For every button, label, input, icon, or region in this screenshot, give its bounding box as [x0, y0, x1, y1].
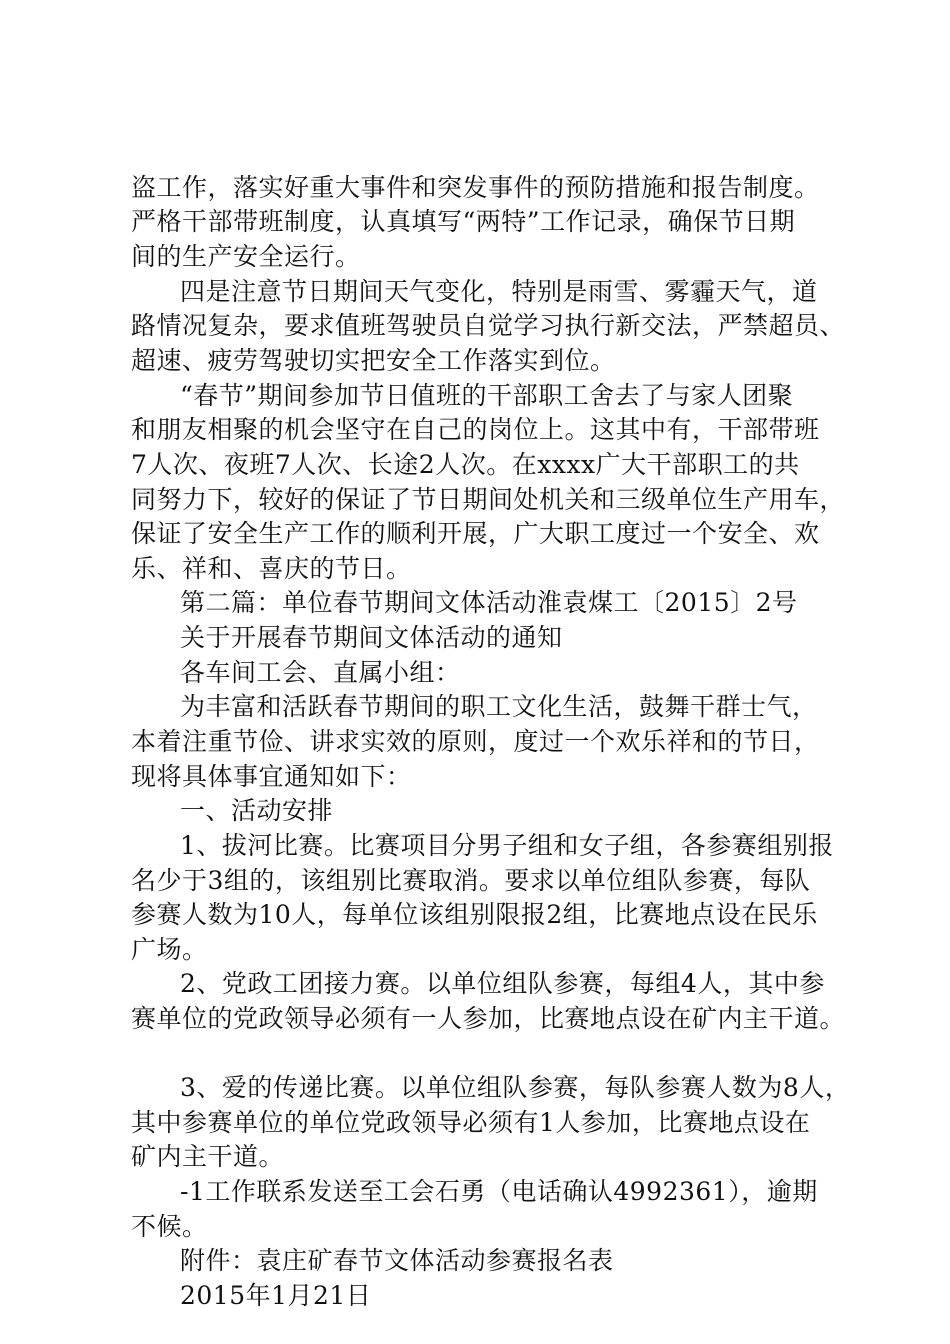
text-line: 其中参赛单位的单位党政领导必须有1人参加，比赛地点设在: [131, 1108, 811, 1137]
date-line: 2015年1月21日: [180, 1281, 372, 1310]
text-line: 名少于3组的，该组别比赛取消。要求以单位组队参赛，每队: [131, 866, 811, 895]
text-line: 本着注重节俭、讲求实效的原则，度过一个欢乐祥和的节日，: [131, 727, 820, 756]
subsection-heading: 一、活动安排: [180, 796, 334, 825]
text-line: 超速、疲劳驾驶切实把安全工作落实到位。: [131, 346, 616, 375]
text-line: 3、爱的传递比赛。以单位组队参赛，每队参赛人数为8人，: [180, 1073, 851, 1102]
text-line: 同努力下，较好的保证了节日期间处机关和三级单位生产用车，: [131, 485, 846, 514]
notice-title: 关于开展春节期间文体活动的通知: [180, 623, 563, 652]
text-line: 盗工作，落实好重大事件和突发事件的预防措施和报告制度。: [131, 173, 820, 202]
text-line: 矿内主干道。: [131, 1142, 285, 1171]
text-line: 四是注意节日期间天气变化，特别是雨雪、雾霾天气，道: [180, 277, 818, 306]
addressee: 各车间工会、直属小组：: [180, 658, 461, 687]
text-line: 严格干部带班制度，认真填写“两特”工作记录，确保节日期: [131, 207, 796, 236]
text-line: 间的生产安全运行。: [131, 242, 361, 271]
attachment-line: 附件：袁庄矿春节文体活动参赛报名表: [180, 1246, 614, 1275]
text-line: 和朋友相聚的机会坚守在自己的岗位上。这其中有，干部带班: [131, 415, 820, 444]
section-heading: 第二篇：单位春节期间文体活动淮袁煤工〔2015〕2号: [180, 588, 798, 617]
text-line: 现将具体事宜通知如下：: [131, 762, 412, 791]
text-line: 参赛人数为10人，每单位该组别限报2组，比赛地点设在民乐: [131, 900, 818, 929]
text-line: 保证了安全生产工作的顺利开展，广大职工度过一个安全、欢: [131, 519, 820, 548]
text-line: 赛单位的党政领导必须有一人参加，比赛地点设在矿内主干道。: [131, 1004, 846, 1033]
text-line: 7人次、夜班7人次、长途2人次。在xxxx广大干部职工的共: [131, 450, 800, 479]
text-line: -1工作联系发送至工会石勇（电话确认4992361），逾期: [180, 1177, 818, 1206]
text-line: 2、党政工团接力赛。以单位组队参赛，每组4人，其中参: [180, 969, 825, 998]
text-line: 乐、祥和、喜庆的节日。: [131, 554, 412, 583]
text-line: “春节”期间参加节日值班的干部职工舍去了与家人团聚: [180, 381, 794, 410]
text-line: 广场。: [131, 935, 208, 964]
text-line: 为丰富和活跃春节期间的职工文化生活，鼓舞干群士气，: [180, 692, 818, 721]
text-line: 不候。: [131, 1212, 208, 1241]
text-line: 路情况复杂，要求值班驾驶员自觉学习执行新交法，严禁超员、: [131, 311, 846, 340]
text-line: 1、拔河比赛。比赛项目分男子组和女子组，各参赛组别报: [180, 831, 834, 860]
